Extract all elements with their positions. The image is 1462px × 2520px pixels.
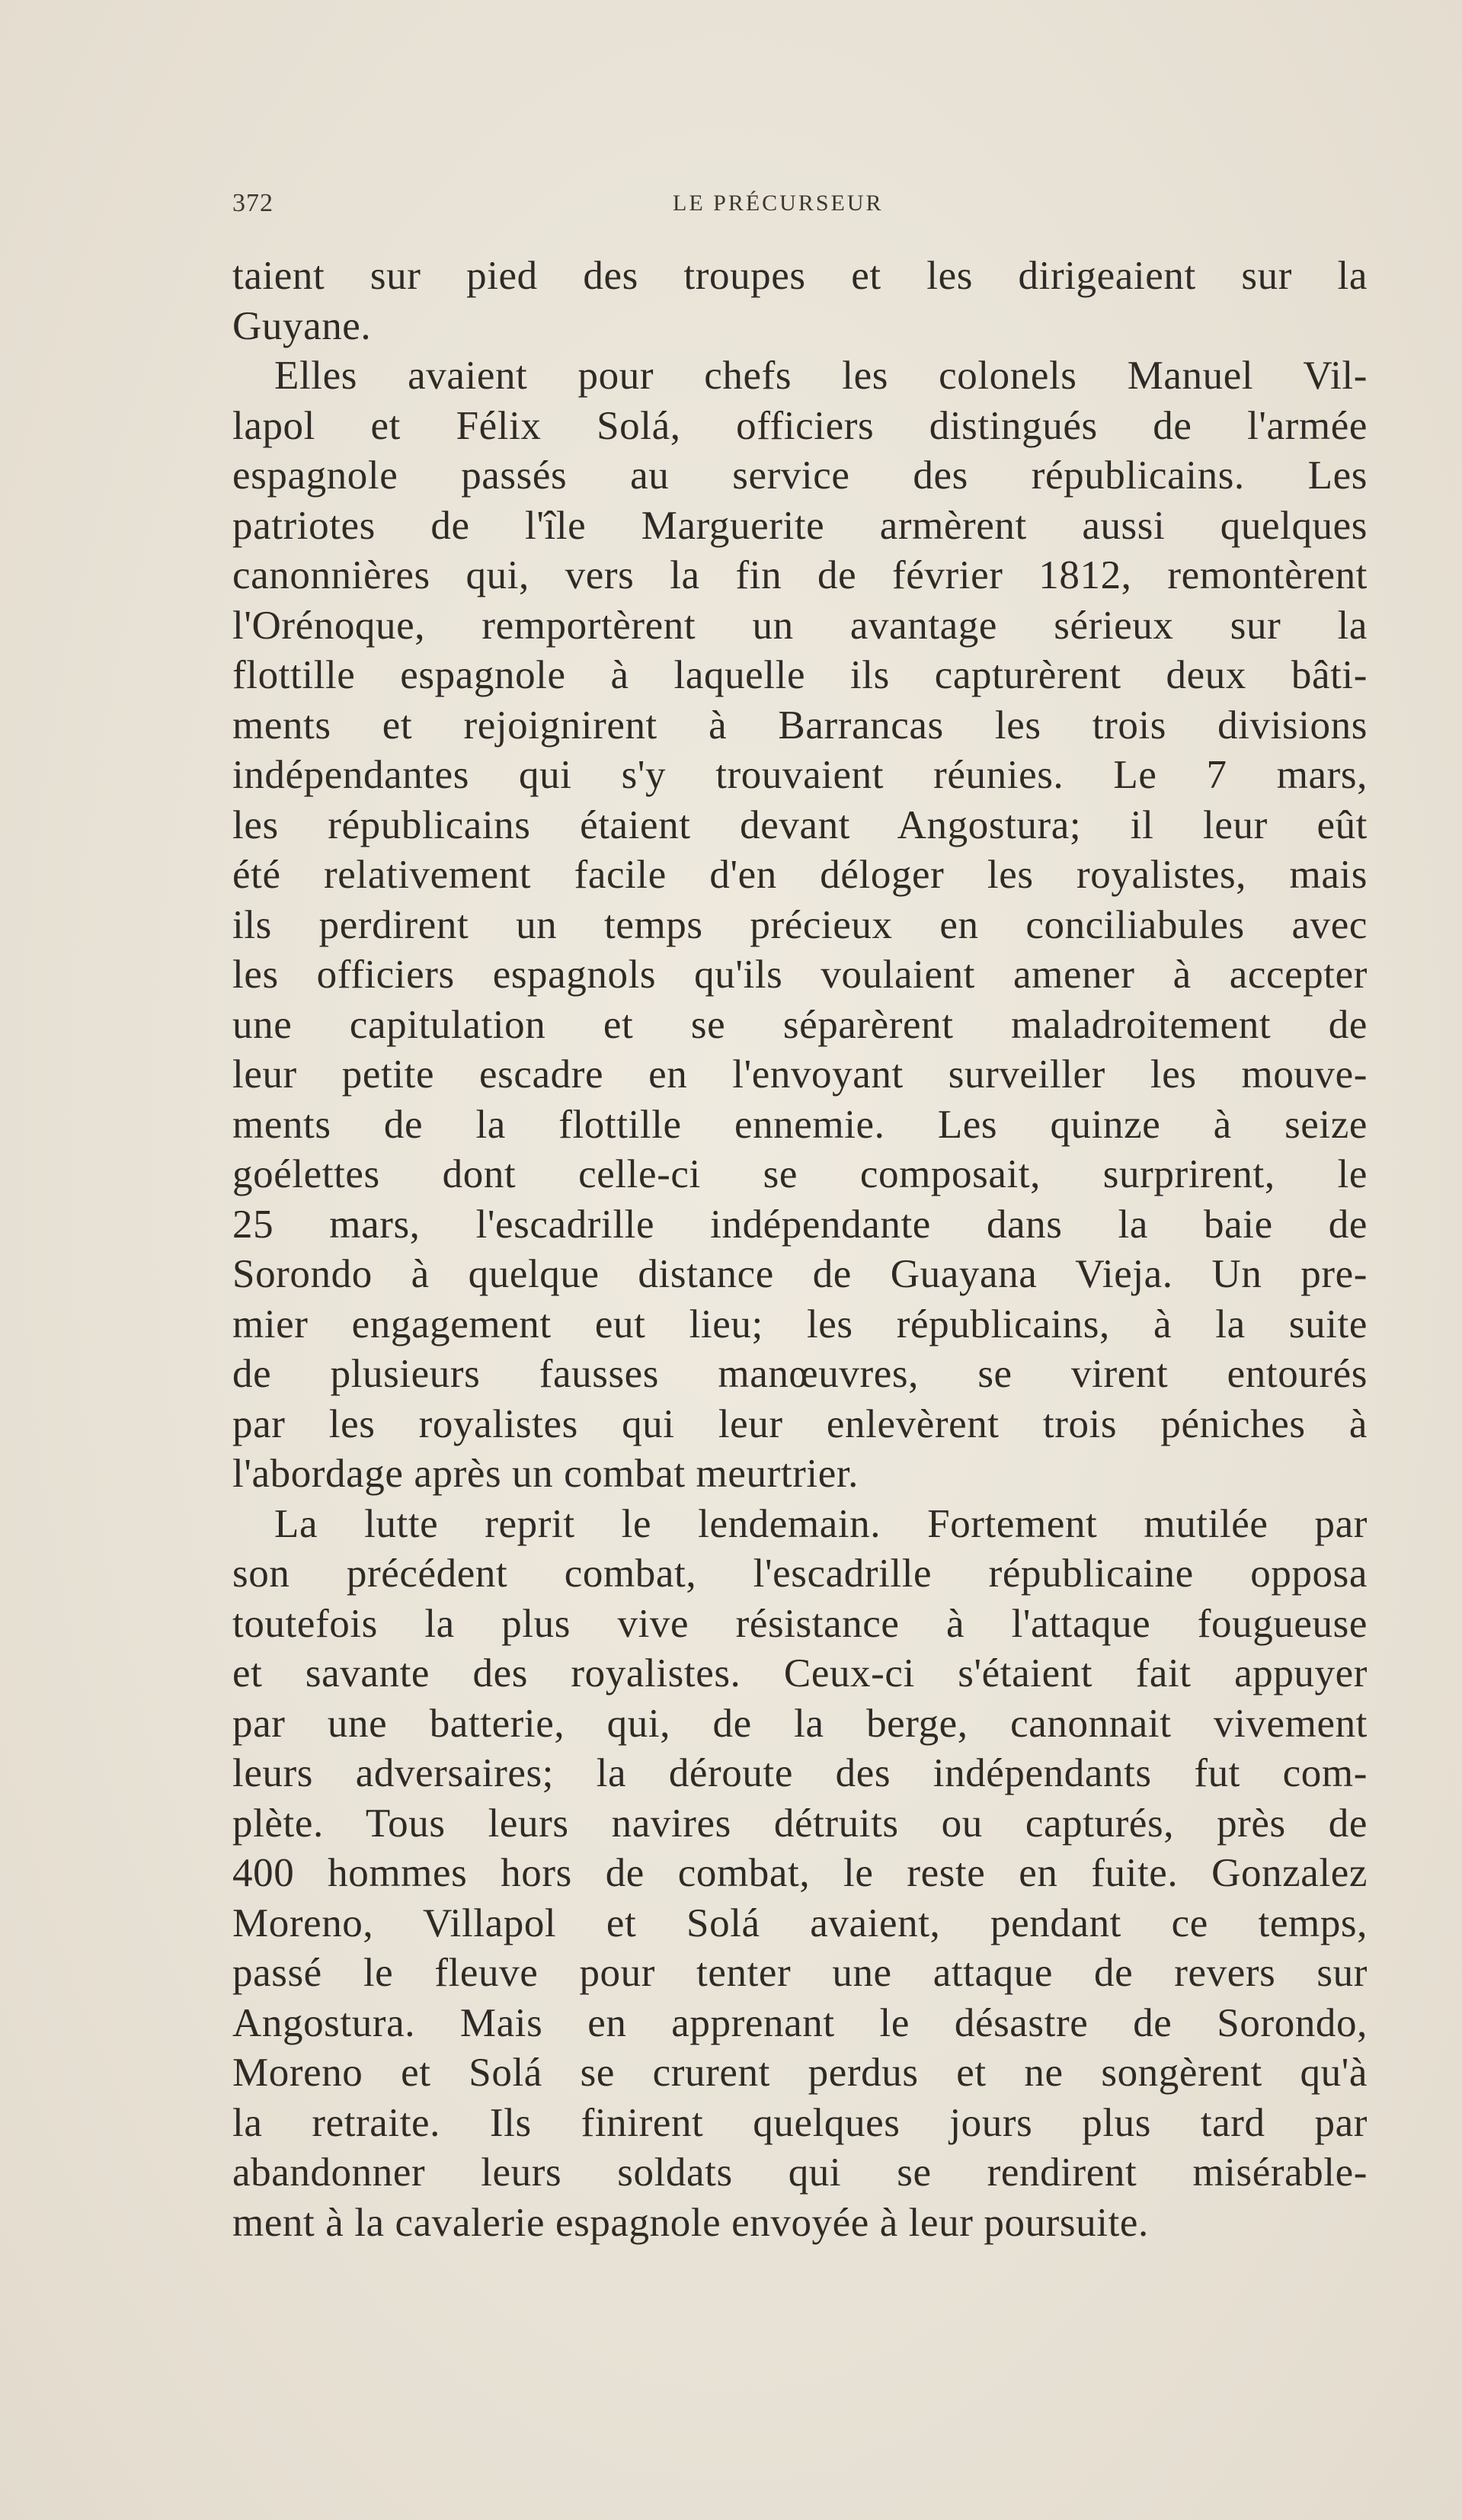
- text-line: La lutte reprit le lendemain. Fortement mutilée par: [274, 1501, 1368, 1546]
- text-line: les officiers espagnols qu'ils voulaient amener à accepter: [232, 953, 1368, 997]
- body-text: [232, 251, 1368, 2248]
- text-line: 400 hommes hors de combat, le reste en fuite. Gonzalez: [232, 1851, 1368, 1895]
- text-line: toutefois la plus vive résistance à l'attaque fougueuse: [232, 1601, 1368, 1646]
- text-line: plète. Tous leurs navires détruits ou capturés, près de: [232, 1801, 1368, 1846]
- text-line: les républicains étaient devant Angostura; il leur eût: [232, 802, 1368, 847]
- text-line: par une batterie, qui, de la berge, canonnait vivement: [232, 1701, 1368, 1746]
- text-line: leur petite escadre en l'envoyant surveiller les mouve-: [232, 1052, 1368, 1097]
- text-line: indépendantes qui s'y trouvaient réunies. Le 7 mars,: [232, 753, 1368, 797]
- text-line: ments et rejoignirent à Barrancas les trois divisions: [232, 703, 1368, 748]
- text-line: la retraite. Ils finirent quelques jours plus tard par: [232, 2100, 1368, 2145]
- text-line: lapol et Félix Solá, officiers distingués de l'armée: [232, 403, 1368, 448]
- text-line: l'Orénoque, remportèrent un avantage sérieux sur la: [232, 603, 1368, 648]
- text-line: Moreno et Solá se crurent perdus et ne songèrent qu'à: [232, 2051, 1368, 2095]
- text-line: espagnole passés au service des républicains. Les: [232, 453, 1368, 498]
- text-line: Angostura. Mais en apprenant le désastre de Sorondo,: [232, 2000, 1368, 2045]
- text-line: ment à la cavalerie espagnole envoyée à leur poursuite.: [232, 2200, 1149, 2245]
- text-line: goélettes dont celle-ci se composait, surprirent, le: [232, 1152, 1368, 1196]
- text-line: par les royalistes qui leur enlevèrent trois péniches à: [232, 1401, 1368, 1446]
- page-header: [232, 189, 1368, 219]
- text-line: Sorondo à quelque distance de Guayana Vieja. Un pre-: [232, 1252, 1368, 1296]
- text-line: 25 mars, l'escadrille indépendante dans la baie de: [232, 1202, 1368, 1247]
- text-line: une capitulation et se séparèrent maladroitement de: [232, 1002, 1368, 1047]
- text-line: leurs adversaires; la déroute des indépendants fut com-: [232, 1751, 1368, 1795]
- text-line: Guyane.: [232, 303, 372, 348]
- text-line: et savante des royalistes. Ceux-ci s'étaient fait appuyer: [232, 1651, 1368, 1695]
- text-line: mier engagement eut lieu; les républicains, à la suite: [232, 1302, 1368, 1346]
- text-line: son précédent combat, l'escadrille républicaine opposa: [232, 1551, 1368, 1596]
- text-line: patriotes de l'île Marguerite armèrent aussi quelques: [232, 503, 1368, 548]
- text-line: Elles avaient pour chefs les colonels Manuel Vil-: [274, 354, 1368, 398]
- text-line: ils perdirent un temps précieux en conciliabules avec: [232, 902, 1368, 947]
- text-line: ments de la flottille ennemie. Les quinze à seize: [232, 1102, 1368, 1147]
- text-line: passé le fleuve pour tenter une attaque de revers sur: [232, 1951, 1368, 1995]
- text-line: l'abordage après un combat meurtrier.: [232, 1452, 859, 1496]
- text-line: été relativement facile d'en déloger les royalistes, mais: [232, 853, 1368, 897]
- text-line: flottille espagnole à laquelle ils capturèrent deux bâti-: [232, 653, 1368, 697]
- text-line: de plusieurs fausses manœuvres, se virent entourés: [232, 1352, 1368, 1396]
- text-line: taient sur pied des troupes et les dirigeaient sur la: [232, 254, 1368, 298]
- running-title: LE PRÉCURSEUR: [673, 191, 884, 216]
- text-line: Moreno, Villapol et Solá avaient, pendant ce temps,: [232, 1900, 1368, 1945]
- text-line: abandonner leurs soldats qui se rendirent misérable-: [232, 2150, 1368, 2195]
- text-line: canonnières qui, vers la fin de février 1812, remontèrent: [232, 553, 1368, 597]
- page-number: 372: [232, 189, 274, 217]
